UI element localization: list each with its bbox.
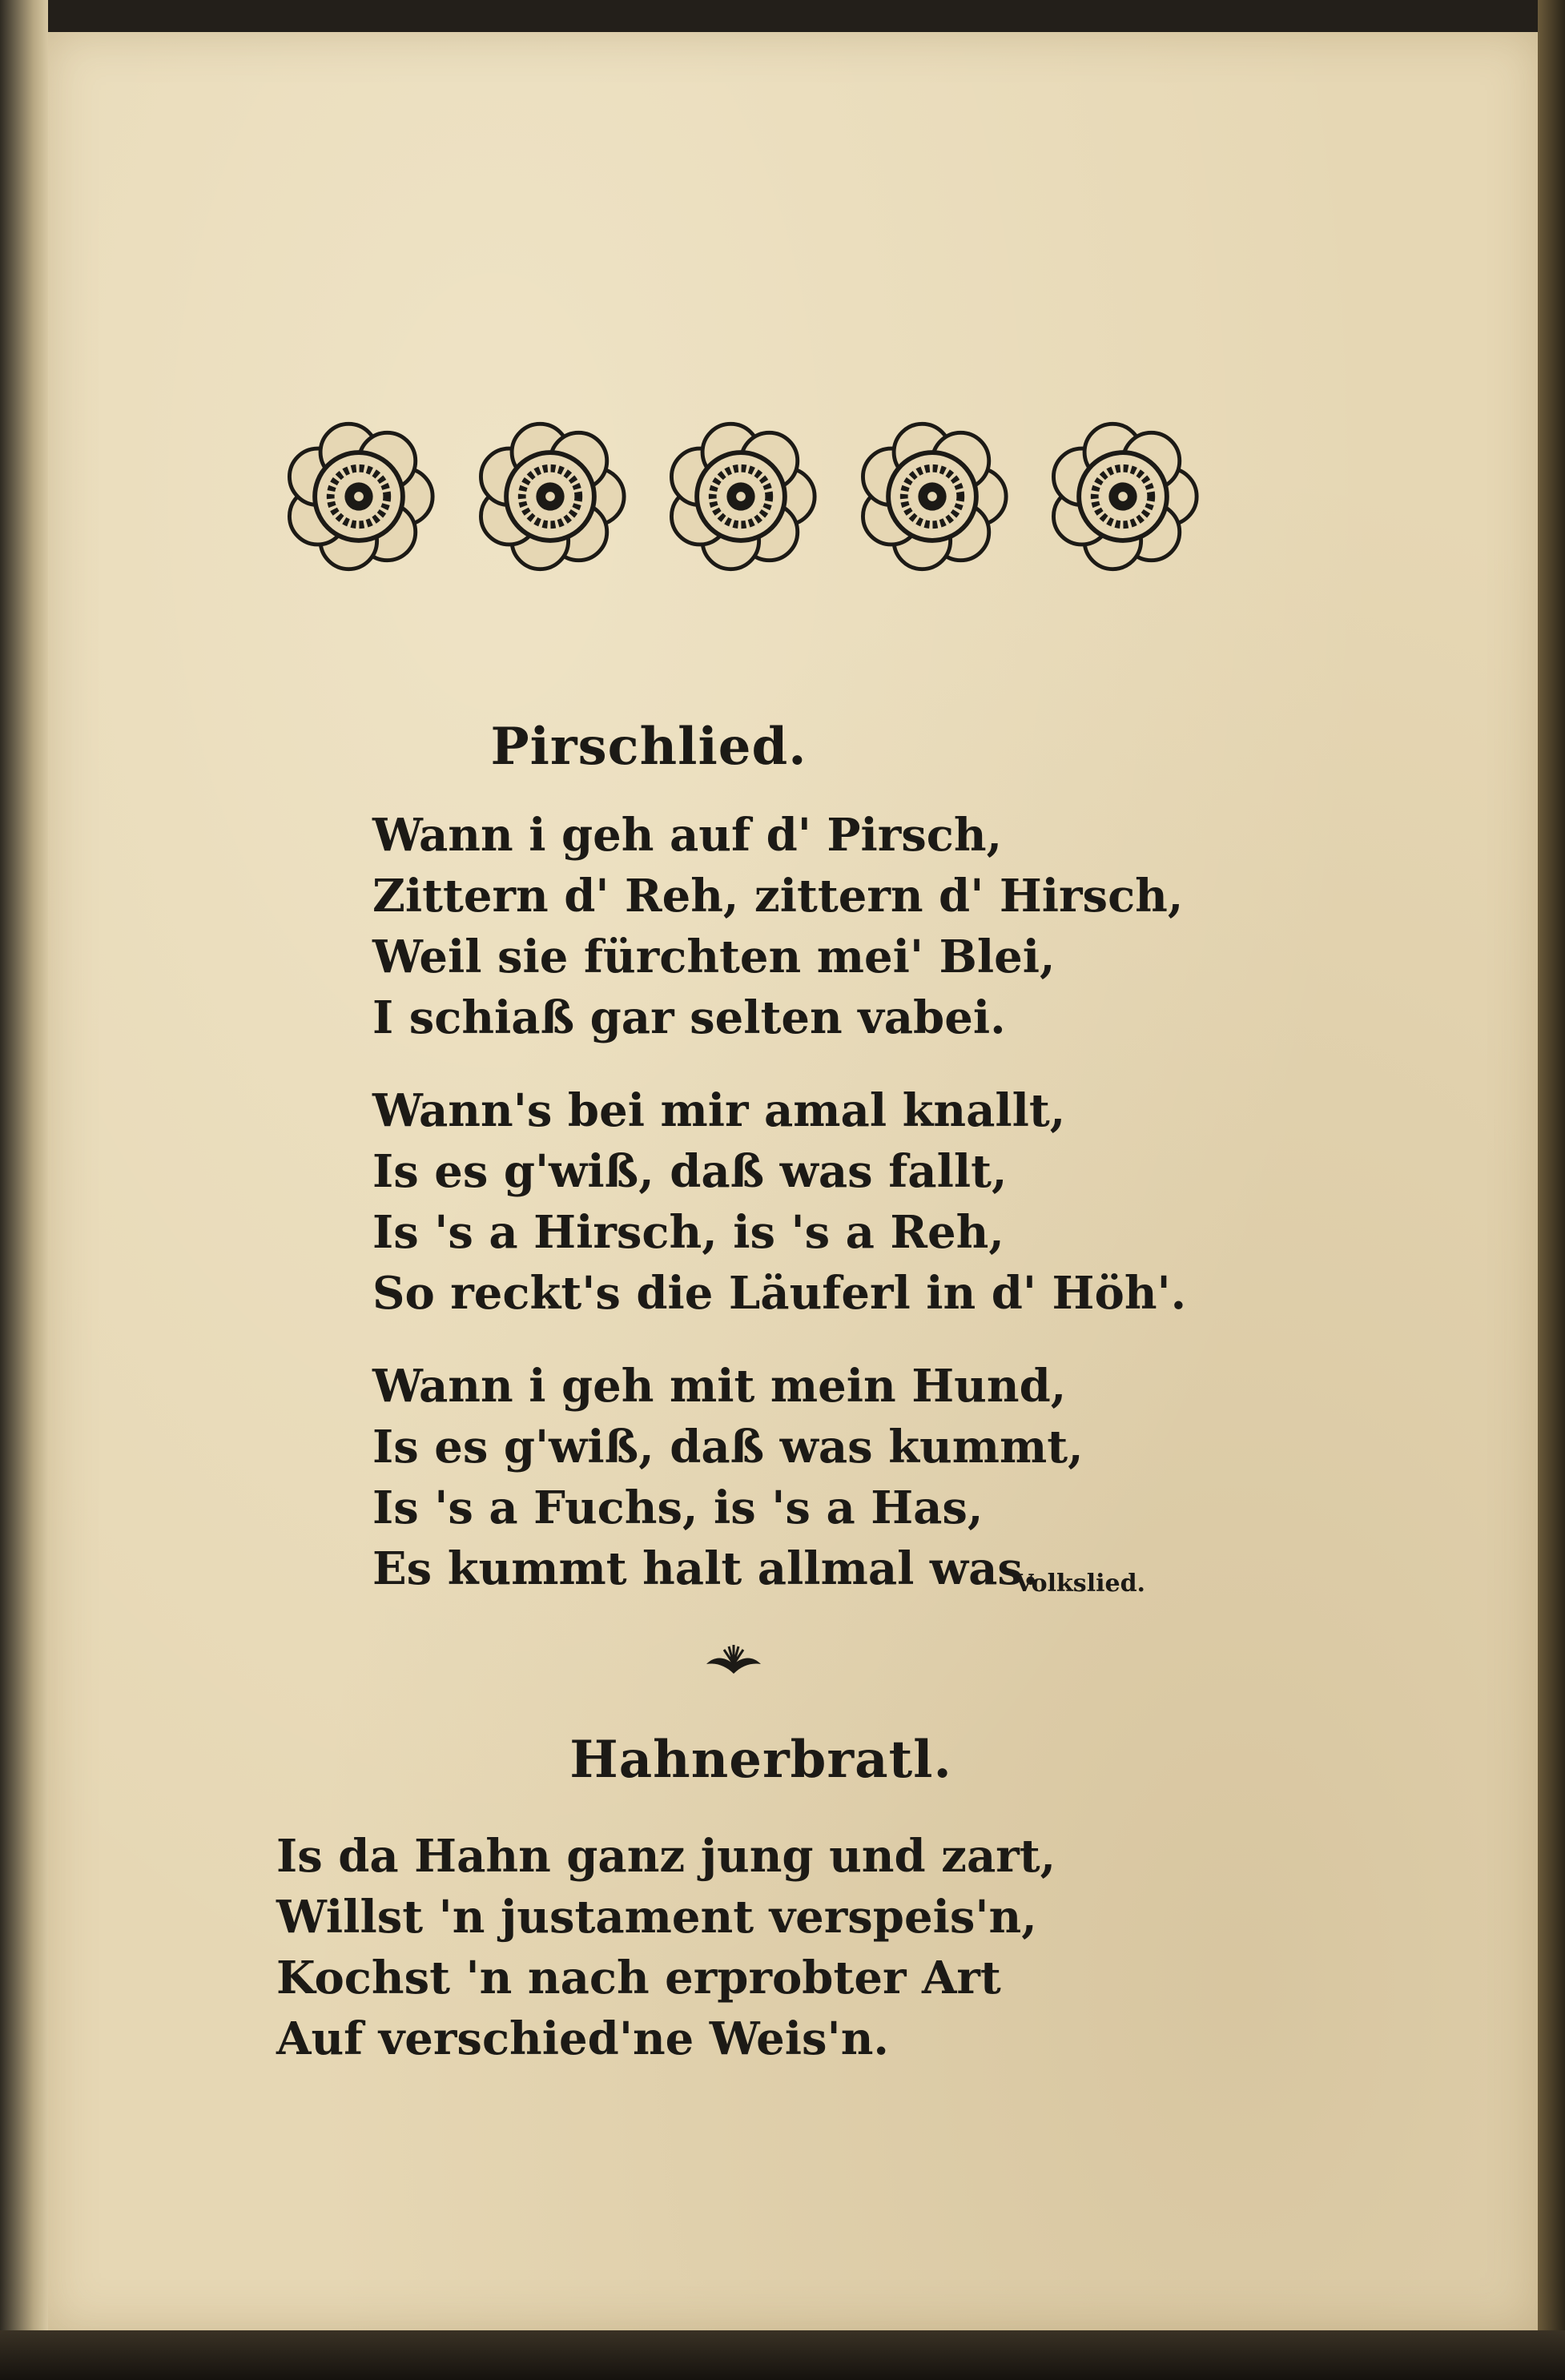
stanza-3 [372, 1356, 1173, 1599]
verse-line: Is 's a Fuchs, is 's a Has, [372, 1481, 984, 1534]
page-bottom-edge [0, 2330, 1565, 2380]
poem-title-pirschlied [368, 717, 929, 777]
stanza-1 [372, 805, 1184, 1048]
poem-credit: Volkslied. [1015, 1570, 1145, 1598]
verse-line: Is es g'wiß, daß was fallt, [372, 1145, 1008, 1198]
rose-ornament-icon [280, 418, 437, 575]
fleuron-divider-icon [702, 1642, 766, 1677]
page-right-edge [1538, 0, 1565, 2380]
rose-ornament-icon [1044, 418, 1201, 575]
verse-line: Kochst 'n nach erprobter Art [276, 1952, 1001, 2004]
poem-title: Pirschlied. [490, 717, 807, 777]
rose-ornament-row [280, 408, 1201, 585]
verse-line: I schiaß gar selten vabei. [372, 991, 1006, 1044]
verse-line: Wann's bei mir amal knallt, [372, 1084, 1066, 1137]
verse-line: Is da Hahn ganz jung und zart, [276, 1830, 1056, 1883]
verse-line: Willst 'n justament verspeis'n, [276, 1891, 1037, 1944]
verse-line: Zittern d' Reh, zittern d' Hirsch, [372, 870, 1184, 923]
rose-ornament-icon [662, 418, 819, 575]
verse-line: So reckt's die Läuferl in d' Höh'. [372, 1267, 1187, 1320]
rose-ornament-icon [472, 418, 629, 575]
verse-line: Weil sie fürchten mei' Blei, [372, 931, 1056, 983]
poem-title: Hahnerbratl. [569, 1730, 952, 1790]
verse-line: Is es g'wiß, daß was kummt, [372, 1421, 1084, 1473]
book-spine-edge [0, 0, 48, 2380]
rose-ornament-icon [854, 418, 1011, 575]
poem-body-pirschlied [372, 805, 1187, 1631]
verse-line: Auf verschied'ne Weis'n. [276, 2012, 889, 2065]
stanza-2 [372, 1080, 1187, 1324]
verse-line: Is 's a Hirsch, is 's a Reh, [372, 1206, 1004, 1259]
verse-line: Wann i geh mit mein Hund, [372, 1360, 1067, 1413]
poem-title-hahnerbratl [481, 1730, 1041, 1790]
verse-line: Es kummt halt allmal was. [372, 1542, 1039, 1595]
verse-line: Wann i geh auf d' Pirsch, [372, 809, 1003, 862]
poem-body-hahnerbratl [276, 1826, 1237, 2069]
